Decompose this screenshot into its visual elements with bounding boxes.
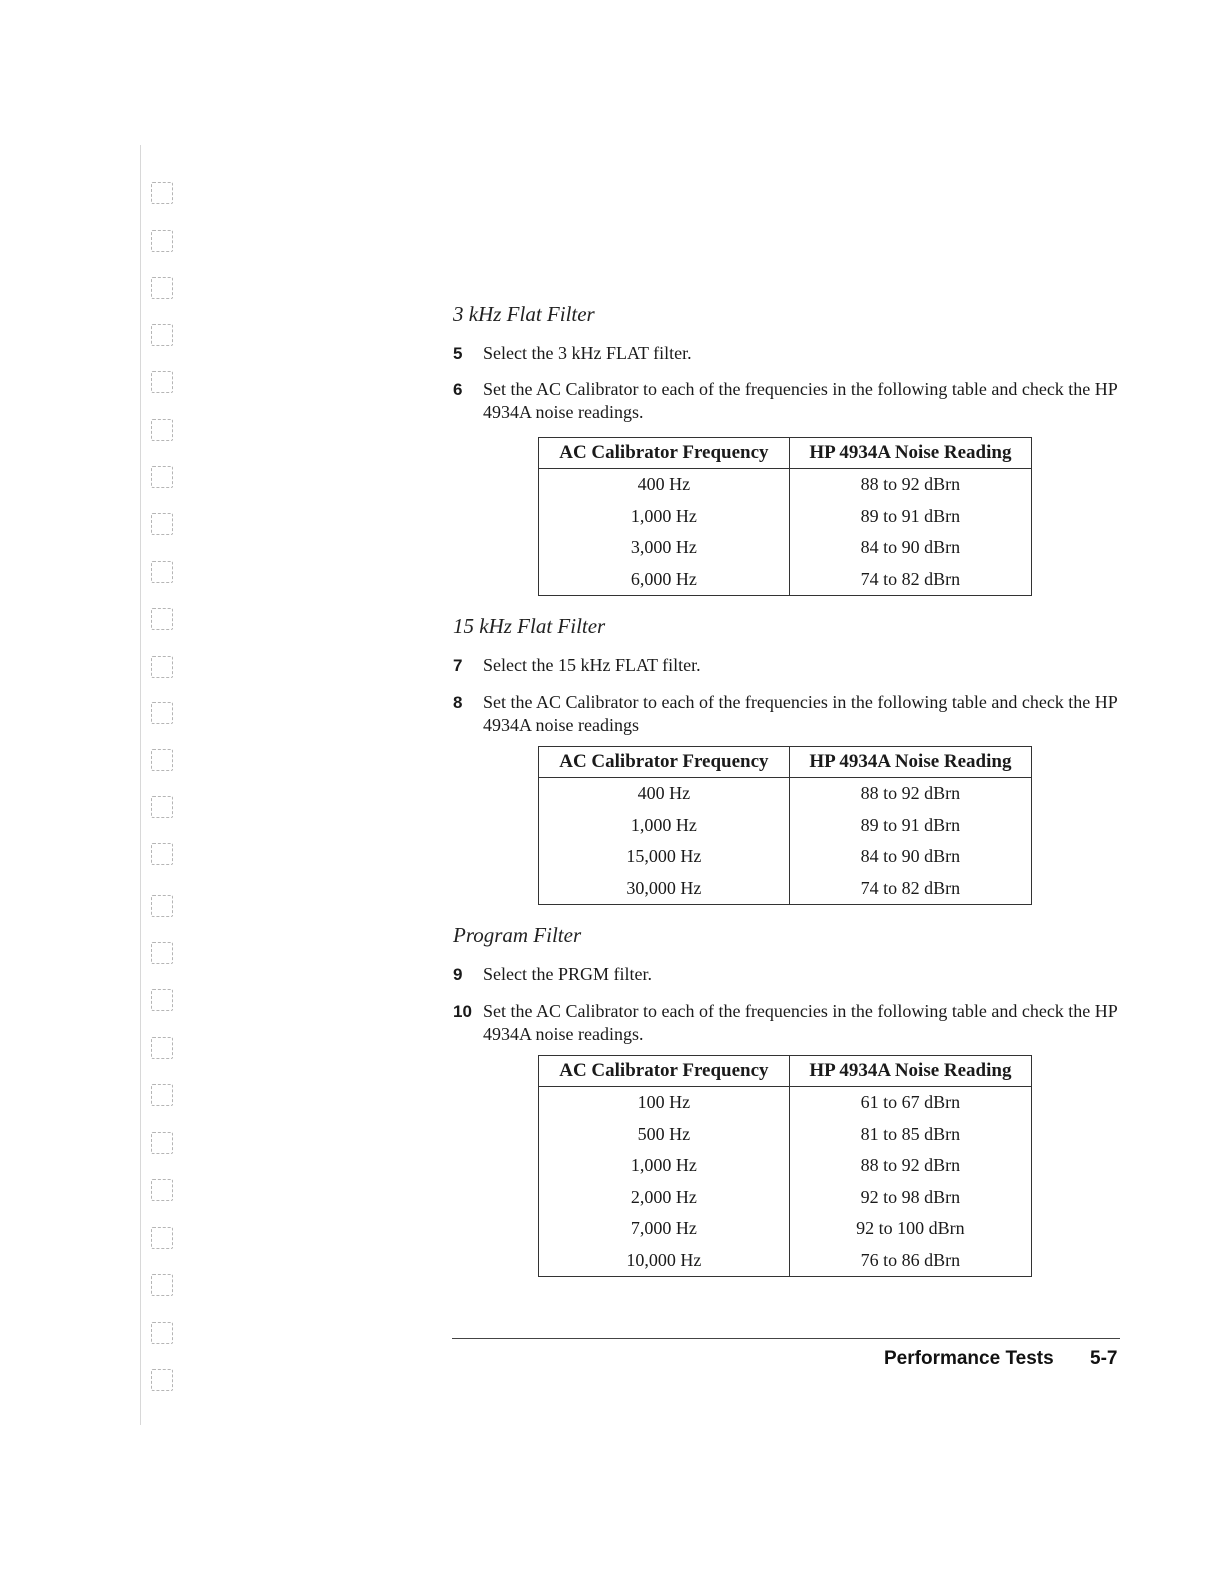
binder-hole xyxy=(151,702,173,724)
frequency-cell: 6,000 Hz xyxy=(539,564,790,596)
table-row xyxy=(539,1087,1032,1119)
table-row xyxy=(539,873,1032,905)
frequency-cell: 1,000 Hz xyxy=(539,810,790,842)
reading-cell: 89 to 91 dBrn xyxy=(789,810,1031,842)
reading-cell: 61 to 67 dBrn xyxy=(789,1087,1031,1119)
step-item xyxy=(453,654,1123,677)
frequency-cell: 400 Hz xyxy=(539,469,790,501)
binder-hole xyxy=(151,1274,173,1296)
binder-hole xyxy=(151,561,173,583)
binder-hole xyxy=(151,656,173,678)
frequency-cell: 2,000 Hz xyxy=(539,1182,790,1214)
frequency-cell: 1,000 Hz xyxy=(539,501,790,533)
column-header: AC Calibrator Frequency xyxy=(539,1056,790,1087)
section-heading: Program Filter xyxy=(453,923,582,947)
binder-hole xyxy=(151,1037,173,1059)
binder-hole xyxy=(151,1179,173,1201)
binder-hole xyxy=(151,1369,173,1391)
footer-chapter-title: Performance Tests xyxy=(884,1348,1054,1369)
table-row xyxy=(539,1119,1032,1151)
frequency-cell: 7,000 Hz xyxy=(539,1213,790,1245)
binder-hole xyxy=(151,1084,173,1106)
binder-hole xyxy=(151,608,173,630)
reading-cell: 81 to 85 dBrn xyxy=(789,1119,1031,1151)
binder-hole xyxy=(151,324,173,346)
step-text: Set the AC Calibrator to each of the frequencies in the following table and check the HP 4934A noise readings xyxy=(483,692,1118,735)
step-text: Select the 3 kHz FLAT filter. xyxy=(483,343,692,363)
step-item xyxy=(453,691,1123,737)
table-header-row xyxy=(539,747,1032,778)
step-item xyxy=(453,378,1123,424)
table-row xyxy=(539,810,1032,842)
table-row xyxy=(539,469,1032,501)
frequency-cell: 10,000 Hz xyxy=(539,1245,790,1277)
binder-hole xyxy=(151,277,173,299)
noise-reading-table xyxy=(538,746,1032,905)
table-row xyxy=(539,1213,1032,1245)
frequency-cell: 15,000 Hz xyxy=(539,841,790,873)
step-number: 10 xyxy=(453,1002,472,1021)
step-text: Set the AC Calibrator to each of the frequencies in the following table and check the HP 4934A noise readings. xyxy=(483,1001,1118,1044)
table-row xyxy=(539,564,1032,596)
noise-reading-table xyxy=(538,1055,1032,1277)
table-row xyxy=(539,1182,1032,1214)
binder-hole xyxy=(151,230,173,252)
binder-hole xyxy=(151,1227,173,1249)
reading-cell: 74 to 82 dBrn xyxy=(789,873,1031,905)
binder-hole xyxy=(151,942,173,964)
binder-hole xyxy=(151,895,173,917)
binder-hole xyxy=(151,419,173,441)
binder-hole xyxy=(151,843,173,865)
reading-cell: 89 to 91 dBrn xyxy=(789,501,1031,533)
frequency-cell: 100 Hz xyxy=(539,1087,790,1119)
binder-hole xyxy=(151,182,173,204)
reading-cell: 92 to 100 dBrn xyxy=(789,1213,1031,1245)
step-item xyxy=(453,1000,1123,1046)
step-item xyxy=(453,963,1123,986)
step-number: 5 xyxy=(453,344,463,363)
table-row xyxy=(539,841,1032,873)
binder-hole xyxy=(151,1132,173,1154)
reading-cell: 88 to 92 dBrn xyxy=(789,1150,1031,1182)
binder-hole xyxy=(151,796,173,818)
reading-cell: 84 to 90 dBrn xyxy=(789,532,1031,564)
binder-hole xyxy=(151,513,173,535)
column-header: HP 4934A Noise Reading xyxy=(789,1056,1031,1087)
step-text: Select the 15 kHz FLAT filter. xyxy=(483,655,701,675)
frequency-cell: 500 Hz xyxy=(539,1119,790,1151)
reading-cell: 84 to 90 dBrn xyxy=(789,841,1031,873)
step-item xyxy=(453,342,1123,365)
step-text: Set the AC Calibrator to each of the frequencies in the following table and check the HP 4934A noise readings. xyxy=(483,379,1118,422)
reading-cell: 74 to 82 dBrn xyxy=(789,564,1031,596)
reading-cell: 88 to 92 dBrn xyxy=(789,778,1031,810)
table-row xyxy=(539,532,1032,564)
section-heading: 3 kHz Flat Filter xyxy=(453,302,595,326)
table-row xyxy=(539,1150,1032,1182)
step-number: 6 xyxy=(453,380,463,399)
binder-hole xyxy=(151,466,173,488)
step-number: 7 xyxy=(453,656,463,675)
noise-reading-table xyxy=(538,437,1032,596)
table-row xyxy=(539,778,1032,810)
column-header: AC Calibrator Frequency xyxy=(539,747,790,778)
step-number: 8 xyxy=(453,693,463,712)
step-text: Select the PRGM filter. xyxy=(483,964,652,984)
page-number: 5-7 xyxy=(1090,1348,1118,1369)
footer-rule xyxy=(452,1338,1120,1339)
table-header-row xyxy=(539,1056,1032,1087)
binder-hole xyxy=(151,371,173,393)
frequency-cell: 3,000 Hz xyxy=(539,532,790,564)
frequency-cell: 400 Hz xyxy=(539,778,790,810)
reading-cell: 92 to 98 dBrn xyxy=(789,1182,1031,1214)
step-number: 9 xyxy=(453,965,463,984)
binder-hole xyxy=(151,989,173,1011)
column-header: HP 4934A Noise Reading xyxy=(789,438,1031,469)
table-header-row xyxy=(539,438,1032,469)
frequency-cell: 1,000 Hz xyxy=(539,1150,790,1182)
reading-cell: 88 to 92 dBrn xyxy=(789,469,1031,501)
table-row xyxy=(539,1245,1032,1277)
section-heading: 15 kHz Flat Filter xyxy=(453,614,606,638)
binder-hole xyxy=(151,749,173,771)
column-header: AC Calibrator Frequency xyxy=(539,438,790,469)
binder-hole xyxy=(151,1322,173,1344)
frequency-cell: 30,000 Hz xyxy=(539,873,790,905)
table-row xyxy=(539,501,1032,533)
column-header: HP 4934A Noise Reading xyxy=(789,747,1031,778)
reading-cell: 76 to 86 dBrn xyxy=(789,1245,1031,1277)
binder-margin-line xyxy=(140,145,141,1425)
